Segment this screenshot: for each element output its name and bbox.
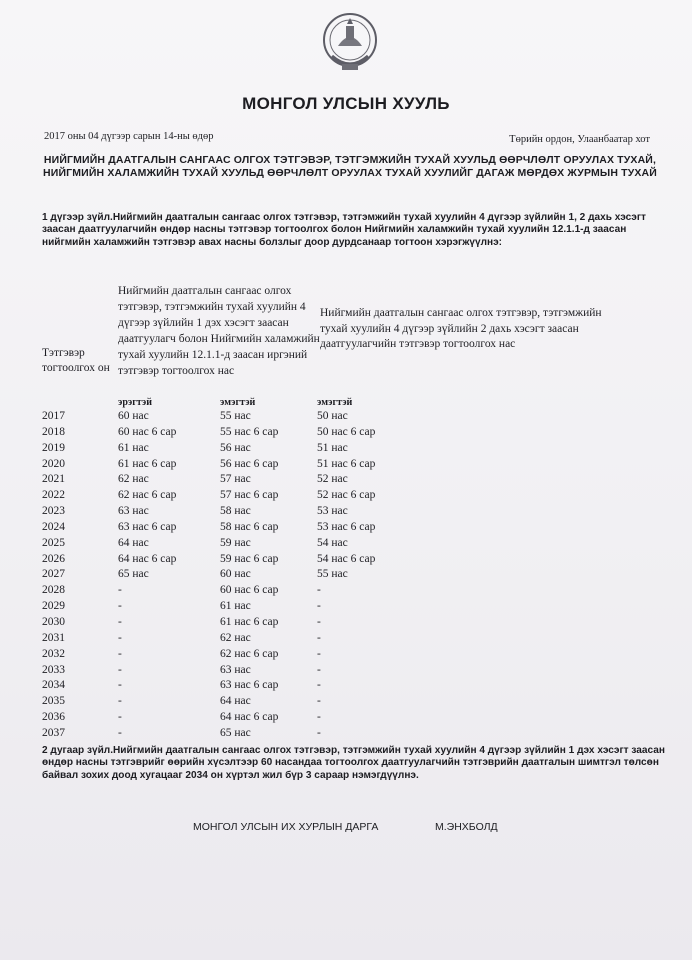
row-men-age: - bbox=[118, 615, 122, 628]
row-year: 2037 bbox=[42, 726, 65, 739]
row-year: 2026 bbox=[42, 552, 65, 565]
subheader-women: эмэгтэй bbox=[220, 397, 256, 408]
row-women-age-article-4-2: - bbox=[317, 695, 321, 708]
row-men-age: 61 нас 6 сар bbox=[118, 457, 177, 470]
row-women-age: 56 нас 6 сар bbox=[220, 457, 279, 470]
subheader-men: эрэгтэй bbox=[118, 397, 152, 408]
row-women-age-article-4-2: 50 нас 6 сар bbox=[317, 425, 376, 438]
row-men-age: - bbox=[118, 631, 122, 644]
row-year: 2018 bbox=[42, 425, 65, 438]
row-women-age-article-4-2: 52 нас 6 сар bbox=[317, 489, 376, 502]
row-women-age-article-4-2: 54 нас bbox=[317, 536, 348, 549]
row-women-age-article-4-2: 54 нас 6 сар bbox=[317, 552, 376, 565]
row-men-age: - bbox=[118, 711, 122, 724]
row-men-age: 60 нас bbox=[118, 410, 149, 422]
row-year: 2019 bbox=[42, 441, 65, 454]
table-header-article-4-1: Нийгмийн даатгалын сангаас олгох тэтгэвэр, тэтгэмжийн тухай хуулийн 4 дүгээр зүйлийн 1 дэх хэсэгт заасан даатгуулагч болон Нийгмийн халамжийн тухай хуулийн 12.1.1-д заасан иргэний тэтгэвэр тогтоолгох нас bbox=[118, 285, 320, 377]
row-women-age-article-4-2: 53 нас 6 сар bbox=[317, 520, 376, 533]
row-year: 2027 bbox=[42, 568, 65, 581]
row-women-age: 56 нас bbox=[220, 441, 251, 454]
row-women-age: 63 нас 6 сар bbox=[220, 679, 279, 692]
row-women-age: 60 нас bbox=[220, 568, 251, 581]
law-subtitle: НИЙГМИЙН ДААТГАЛЫН САНГААС ОЛГОХ ТЭТГЭВЭР, ТЭТГЭМЖИЙН ТУХАЙ ХУУЛЬД ӨӨРЧЛӨЛТ ОРУУЛАХ ТУХАЙ, НИЙГМИЙН ХАЛАМЖИЙН ТУХАЙ ХУУЛЬД ӨӨРЧЛӨЛТ ОРУУЛАХ ТУХАЙ ХУУЛИЙГ ДАГАЖ МӨРДӨХ ЖУРМЫН ТУХАЙ bbox=[43, 154, 657, 179]
row-women-age: 58 нас bbox=[220, 505, 251, 518]
row-year: 2022 bbox=[42, 489, 65, 502]
row-women-age-article-4-2: - bbox=[317, 711, 321, 724]
row-year: 2030 bbox=[42, 615, 65, 628]
row-year: 2029 bbox=[42, 600, 65, 613]
row-women-age-article-4-2: - bbox=[317, 647, 321, 660]
row-women-age-article-4-2: - bbox=[317, 679, 321, 692]
row-women-age: 61 нас 6 сар bbox=[220, 615, 279, 628]
row-year: 2035 bbox=[42, 695, 65, 708]
law-title: МОНГОЛ УЛСЫН ХУУЛЬ bbox=[242, 94, 450, 113]
row-men-age: - bbox=[118, 695, 122, 708]
row-women-age-article-4-2: - bbox=[317, 631, 321, 644]
row-men-age: - bbox=[118, 679, 122, 692]
row-men-age: 64 нас bbox=[118, 536, 149, 549]
row-women-age: 60 нас 6 сар bbox=[220, 584, 279, 597]
row-year: 2021 bbox=[42, 473, 65, 486]
row-women-age: 65 нас bbox=[220, 726, 251, 739]
row-men-age: - bbox=[118, 726, 122, 739]
row-year: 2034 bbox=[42, 679, 65, 692]
row-women-age: 64 нас bbox=[220, 695, 251, 708]
row-men-age: - bbox=[118, 663, 122, 676]
table-header-article-4-2: Нийгмийн даатгалын сангаас олгох тэтгэвэр, тэтгэмжийн тухай хуулийн 4 дүгээр зүйлийн 2 дахь хэсэгт заасан даатгуулагчийн тэтгэвэр тогтоолгох нас bbox=[320, 307, 602, 350]
row-women-age: 55 нас 6 сар bbox=[220, 425, 279, 438]
table-header-year: Тэтгэвэр тогтоолгох он bbox=[42, 347, 110, 374]
row-women-age-article-4-2: 51 нас 6 сар bbox=[317, 457, 376, 470]
row-women-age: 62 нас 6 сар bbox=[220, 647, 279, 660]
row-women-age-article-4-2: - bbox=[317, 584, 321, 597]
row-year: 2031 bbox=[42, 631, 65, 644]
row-women-age: 64 нас 6 сар bbox=[220, 711, 279, 724]
row-women-age: 61 нас bbox=[220, 600, 251, 613]
row-men-age: 60 нас 6 сар bbox=[118, 425, 177, 438]
row-men-age: 65 нас bbox=[118, 568, 149, 581]
row-women-age-article-4-2: 50 нас bbox=[317, 410, 348, 422]
row-women-age-article-4-2: - bbox=[317, 615, 321, 628]
row-men-age: 63 нас 6 сар bbox=[118, 520, 177, 533]
row-women-age: 59 нас 6 сар bbox=[220, 552, 279, 565]
row-year: 2033 bbox=[42, 663, 65, 676]
row-men-age: 63 нас bbox=[118, 505, 149, 518]
row-women-age-article-4-2: 53 нас bbox=[317, 505, 348, 518]
row-women-age: 63 нас bbox=[220, 663, 251, 676]
row-men-age: 62 нас bbox=[118, 473, 149, 486]
row-women-age: 58 нас 6 сар bbox=[220, 520, 279, 533]
row-year: 2024 bbox=[42, 520, 65, 533]
row-men-age: - bbox=[118, 647, 122, 660]
subheader-women-article-4-2: эмэгтэй bbox=[317, 397, 353, 408]
row-women-age-article-4-2: 52 нас bbox=[317, 473, 348, 486]
row-men-age: - bbox=[118, 584, 122, 597]
row-year: 2023 bbox=[42, 505, 65, 518]
row-women-age-article-4-2: - bbox=[317, 663, 321, 676]
row-year: 2032 bbox=[42, 647, 65, 660]
row-women-age: 55 нас bbox=[220, 410, 251, 422]
signatory-name: М.ЭНХБОЛД bbox=[435, 821, 498, 833]
row-men-age: 61 нас bbox=[118, 441, 149, 454]
row-women-age: 57 нас bbox=[220, 473, 251, 486]
issue-date: 2017 оны 04 дүгээр сарын 14-ны өдөр bbox=[44, 131, 214, 142]
row-women-age-article-4-2: 55 нас bbox=[317, 568, 348, 581]
row-men-age: 62 нас 6 сар bbox=[118, 489, 177, 502]
row-women-age: 62 нас bbox=[220, 631, 251, 644]
row-year: 2017 bbox=[42, 410, 65, 422]
row-year: 2028 bbox=[42, 584, 65, 597]
row-women-age-article-4-2: 51 нас bbox=[317, 441, 348, 454]
issue-place: Төрийн ордон, Улаанбаатар хот bbox=[509, 134, 650, 145]
row-women-age: 57 нас 6 сар bbox=[220, 489, 279, 502]
article-1-text: 1 дүгээр зүйл.Нийгмийн даатгалын сангаас олгох тэтгэвэр, тэтгэмжийн тухай хуулийн 4 дүгээр зүйлийн 1, 2 дахь хэсэгт заасан даатгуулагчийн өндөр насны тэтгэвэр тогтоолгох болон Нийгмийн халамжийн тухай хуулийн 12.1.1-д заасан нийгмийн халамжийн тэтгэвэр авах насны болзлыг доор дурдсанаар тогтоон хэрэгжүүлнэ: bbox=[42, 212, 647, 248]
row-year: 2020 bbox=[42, 457, 65, 470]
article-2-text: 2 дугаар зүйл.Нийгмийн даатгалын сангаас олгох тэтгэвэр, тэтгэмжийн тухай хуулийн 4 дүгээр зүйлийн 1 дэх хэсэгт заасан өндөр насны тэтгэврийг өөрийн хүсэлтээр 60 насандаа тогтоолгох даатгуулагчийн тэтгэврийн даатгалын шимтгэл төлсөн байвал зохих доод хугацааг 2034 он хүртэл жил бүр 3 сараар нэмэгдүүлнэ. bbox=[42, 745, 665, 781]
state-emblem-icon bbox=[322, 12, 378, 74]
row-women-age-article-4-2: - bbox=[317, 600, 321, 613]
row-year: 2036 bbox=[42, 711, 65, 724]
row-women-age-article-4-2: - bbox=[317, 726, 321, 739]
row-year: 2025 bbox=[42, 536, 65, 549]
signatory-position: МОНГОЛ УЛСЫН ИХ ХУРЛЫН ДАРГА bbox=[193, 821, 379, 833]
row-men-age: 64 нас 6 сар bbox=[118, 552, 177, 565]
row-men-age: - bbox=[118, 600, 122, 613]
row-women-age: 59 нас bbox=[220, 536, 251, 549]
